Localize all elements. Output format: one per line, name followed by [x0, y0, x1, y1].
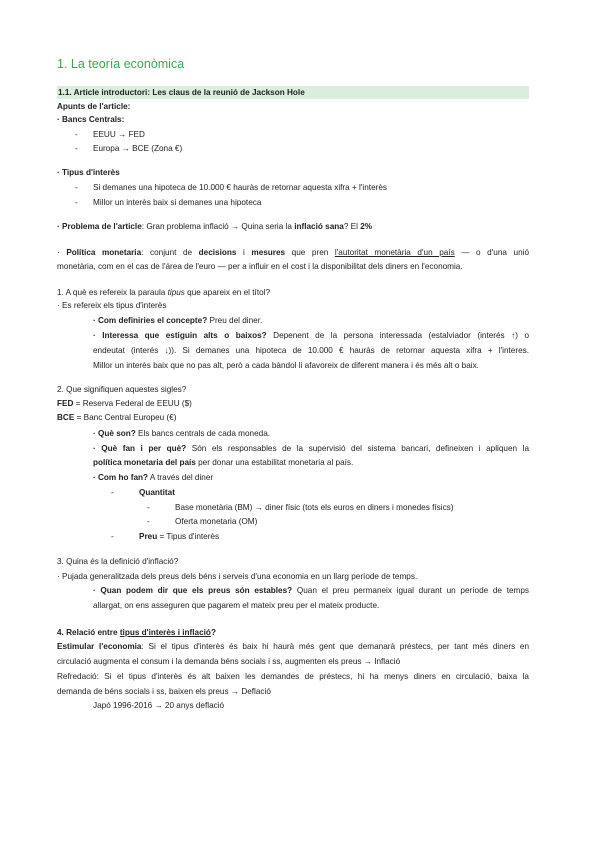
com-ho-fan-line: · Com ho fan? A través del diner: [93, 473, 214, 482]
apunts-title: Apunts de l'article:: [57, 102, 131, 111]
q3-answer: · Pujada generalitzada dels preus dels béns i serveis d'una economia en un llarg període de temps.: [57, 572, 418, 581]
bancs-item: - EEUU → FED: [75, 130, 145, 139]
quantitat-item: - Oferta monetaria (OM): [147, 517, 258, 526]
q3-sub-line-1: · Quan podem dir que els preus són estables? Quan el preu permaneix igual durant un període de temps: [93, 586, 529, 595]
q1-sub1: · Com definiries el concepte? Preu del diner.: [93, 316, 263, 325]
q4-japo-line: Japó 1996-2016 → 20 anys deflació: [93, 701, 225, 710]
q3-title: 3. Quina és la definició d'inflació?: [57, 557, 179, 566]
q1-answer: · Es refereix els tipus d'interès: [57, 301, 167, 310]
section-heading: 1.1. Article introductori: Les claus de la reunió de Jackson Hole: [57, 86, 529, 99]
q1-sub2-line-2: endeutat (interés ↓)). Si demanes una hipoteca de 10.000 € hauràs de retornar aquesta xifra + l'interes.: [93, 346, 529, 355]
que-son-line: · Què son? Els bancs centrals de cada moneda.: [93, 429, 271, 438]
bce-line: BCE = Banc Central Europeu (€): [57, 413, 177, 422]
bancs-label: · Bancs Centrals:: [57, 115, 125, 124]
preu-line: - Preu = Tipus d'interès: [111, 532, 220, 541]
q4-title: 4. Relació entre tipus d'interès i inflació?: [57, 628, 216, 637]
que-fan-line-2: política monetaria del país per donar una estabilitat monetaria al país.: [93, 458, 354, 467]
que-fan-line-1: · Què fan i per què? Són els responsables de la supervisió del sistema bancari, defineixen i apliquen la: [93, 444, 529, 453]
problema-line: · Problema de l'article: Gran problema inflació → Quina seria la inflació sana? El 2%: [57, 222, 373, 231]
q1-sub2-line-1: · Interessa que estiguin alts o baixos? Depenent de la persona interessada (estalviador (interés ↑) o: [93, 331, 530, 340]
q1-title: 1. A què es refereix la paraula tipus que apareix en el títol?: [57, 288, 271, 297]
bancs-item: - Europa → BCE (Zona €): [75, 144, 183, 153]
quantitat-item: - Base monetària (BM) → diner físic (tots els euros en diners i monedes físics): [147, 503, 454, 512]
tipus-item: - Millor un interès baix si demanes una hipoteca: [75, 198, 262, 207]
politica-line-2: monetària, com en el cas de l'área de l'euro — per a influir en el cost i la disponibilitat dels diners en l'economia.: [57, 262, 463, 271]
tipus-label: · Tipus d'interès: [57, 168, 120, 177]
fed-line: FED = Reserva Federal de EEUU ($): [57, 399, 192, 408]
q4-refredacio-line-1: Refredació: Si el tipus d'interès és alt baixen les demandes de préstecs, hi ha menys diners en circulació, baixa la: [57, 672, 529, 681]
q4-refredacio-line-2: demanda de béns socials i ss, baixen els preus → Deflació: [57, 687, 271, 696]
q4-estimular-line-2: circulació augmenta el consum i la demanda béns socials i ss, augmenten els preus → Inflació: [57, 657, 401, 666]
tipus-item: - Si demanes una hipoteca de 10.000 € hauràs de retornar aquesta xifra + l'interès: [75, 183, 388, 192]
q2-title: 2. Que signifiquen aquestes sigles?: [57, 385, 187, 394]
quantitat-line: - Quantitat: [111, 488, 175, 497]
q1-sub2-line-3: Millor un interès baix que no pas alt, però a cada bàndol li afavoreix de diferent manera i és més alt o baix.: [93, 361, 479, 370]
q3-sub-line-2: allargat, on ens asseguren que pagarem el mateix preu per el mateix producte.: [93, 601, 380, 610]
page-title: 1. La teoría econòmica: [57, 57, 185, 71]
q4-estimular-line-1: Estimular l'economia: Si el tipus d'interès és baix hi haurà més gent que demanarà préstecs, per tant més diners en: [57, 642, 529, 651]
politica-line-1: · Política monetaria: conjunt de decisions i mesures que pren l'autoritat monetària d'un país — o d'una unió: [57, 248, 530, 257]
